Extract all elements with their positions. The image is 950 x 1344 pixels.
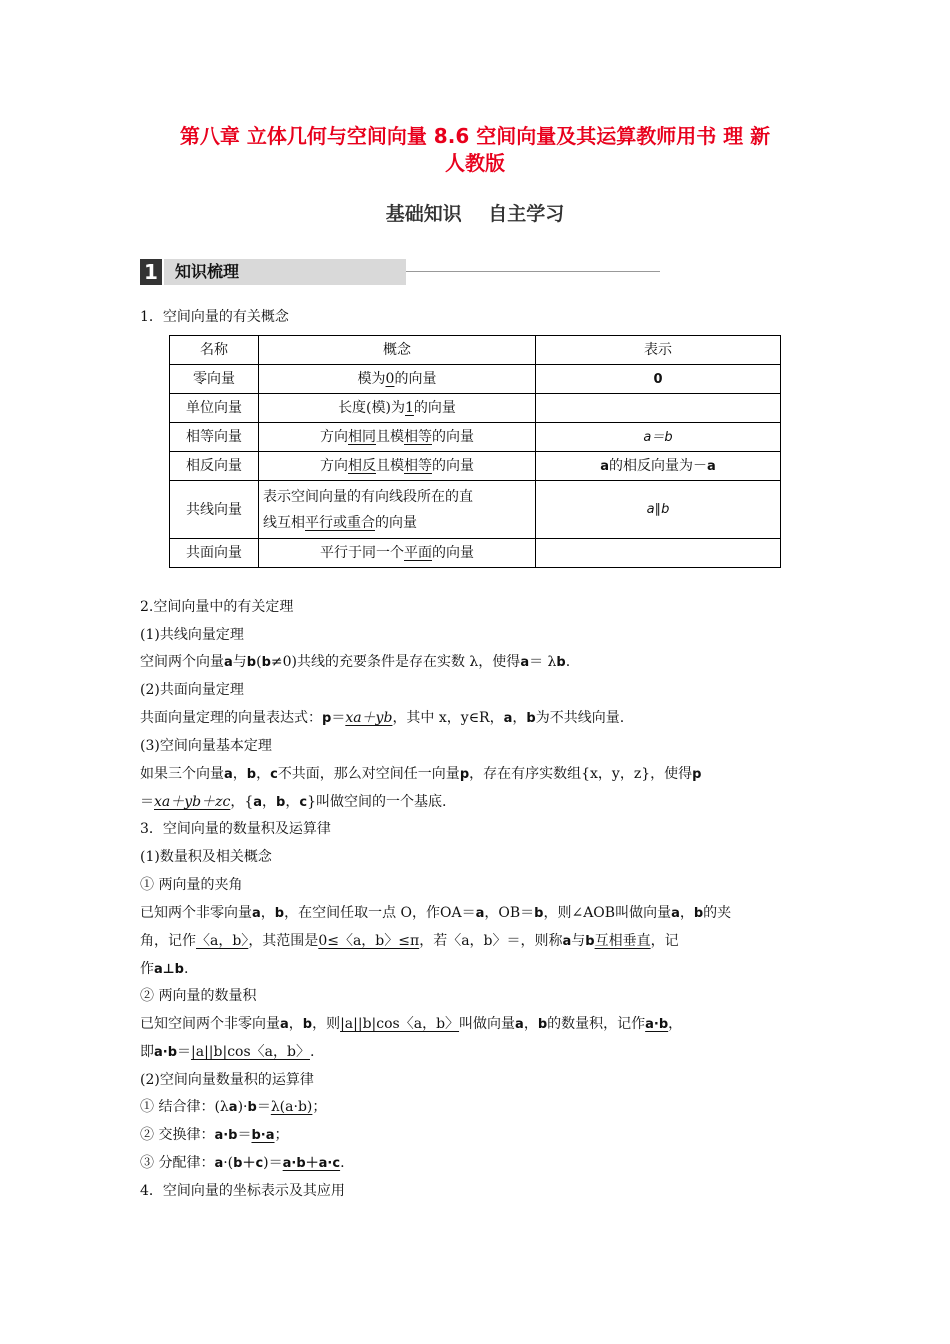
text: 的数量积，记作 bbox=[547, 1016, 646, 1032]
blank-answer: 0 bbox=[385, 371, 395, 387]
text: 且模 bbox=[376, 429, 404, 445]
table-row bbox=[170, 481, 781, 539]
paragraph-line bbox=[140, 903, 731, 924]
text: 空间两个向量 bbox=[140, 654, 224, 670]
vector-symbol: p bbox=[692, 767, 702, 782]
concepts-table bbox=[169, 335, 781, 568]
text: 长度(模)为 bbox=[338, 400, 405, 416]
cell-name: 共面向量 bbox=[170, 539, 259, 568]
vector-symbol: a bbox=[600, 458, 609, 474]
vector-symbol: b bbox=[276, 795, 286, 810]
document-title bbox=[120, 123, 830, 177]
cell-name: 单位向量 bbox=[170, 394, 259, 423]
blank-answer: 平面 bbox=[404, 545, 432, 561]
cell-concept bbox=[259, 394, 536, 423]
text: ≠0)共线的充要条件是存在实数 λ，使得 bbox=[270, 654, 521, 670]
section-title: 知识梳理 bbox=[164, 259, 406, 285]
text: 已知两个非零向量 bbox=[140, 905, 252, 921]
text: 与 bbox=[571, 933, 586, 949]
blank-answer: 相等 bbox=[404, 458, 432, 474]
vector-symbol: b bbox=[247, 1100, 257, 1115]
vector-symbol: a bbox=[520, 655, 530, 670]
text: . bbox=[183, 961, 189, 977]
title-line-1: 第八章 立体几何与空间向量 8.6 空间向量及其运算教师用书 理 新 bbox=[179, 124, 771, 148]
cell-concept bbox=[259, 539, 536, 568]
text: 作 bbox=[140, 961, 154, 977]
blank-answer: a·b＋a·c bbox=[282, 1156, 341, 1171]
vector-symbol: b bbox=[693, 906, 704, 921]
vector-symbol: a bbox=[224, 767, 233, 782]
text: ， bbox=[256, 766, 271, 782]
blank-answer: xa＋yb bbox=[345, 710, 393, 726]
law-associative bbox=[140, 1097, 326, 1118]
text: )· bbox=[237, 1099, 248, 1115]
vector-symbol: a bbox=[515, 1017, 524, 1032]
cell-concept bbox=[259, 423, 536, 452]
cell-concept bbox=[259, 452, 536, 481]
vector-expression: a·b bbox=[214, 1128, 238, 1143]
subheading: ① 两向量的夹角 bbox=[140, 877, 243, 893]
vector-symbol: a bbox=[252, 906, 261, 921]
text: ，则 bbox=[312, 1016, 341, 1032]
text: 方向 bbox=[320, 458, 348, 474]
cell-name: 相等向量 bbox=[170, 423, 259, 452]
text: ， bbox=[668, 1016, 683, 1032]
blank-answer: |a||b|cos〈a，b〉 bbox=[340, 1016, 460, 1032]
law-distributive bbox=[140, 1153, 345, 1174]
blank-answer: 1 bbox=[405, 400, 414, 416]
text: 平行于同一个 bbox=[320, 545, 404, 561]
text: 的相反向量为－ bbox=[609, 457, 707, 474]
vector-symbol: a bbox=[671, 906, 680, 921]
cell-concept bbox=[259, 481, 536, 539]
text: ③ 分配律： bbox=[140, 1155, 215, 1171]
vector-symbol: p bbox=[459, 767, 470, 782]
text: ，在空间任取一点 O，作OA＝ bbox=[284, 905, 476, 921]
subheading: (2)共面向量定理 bbox=[140, 682, 244, 698]
vector-symbol: c bbox=[270, 767, 278, 782]
header-name: 名称 bbox=[170, 336, 259, 365]
text: ， bbox=[523, 1016, 538, 1032]
title-line-2: 人教版 bbox=[445, 151, 505, 175]
text: ， bbox=[285, 794, 300, 810]
vector-symbol: a bbox=[280, 1017, 289, 1032]
section-subtitle: 基础知识 自主学习 bbox=[385, 203, 565, 225]
blank-answer: b·a bbox=[251, 1128, 275, 1143]
blank-answer: 0≤〈a，b〉≤π bbox=[318, 933, 420, 949]
paragraph-line bbox=[140, 931, 679, 952]
text: ，则∠AOB叫做向量 bbox=[543, 905, 672, 921]
vector-expression: a·b bbox=[154, 1045, 178, 1060]
text: 方向 bbox=[320, 429, 348, 445]
vector-symbol: b bbox=[261, 655, 271, 670]
vector-symbol: b bbox=[556, 655, 566, 670]
text: ， bbox=[679, 905, 694, 921]
text: ，记 bbox=[650, 933, 679, 949]
text: 如果三个向量 bbox=[140, 766, 224, 782]
subheading: (2)空间向量数量积的运算律 bbox=[140, 1072, 314, 1088]
text: 叫做向量 bbox=[459, 1016, 516, 1032]
cell-name: 零向量 bbox=[170, 365, 259, 394]
paragraph-line bbox=[140, 764, 701, 785]
text: 为不共线向量. bbox=[535, 710, 625, 726]
subheading: (1)数量积及相关概念 bbox=[140, 849, 272, 865]
section-number-badge: 1 bbox=[140, 259, 162, 285]
paragraph-line bbox=[140, 708, 624, 729]
blank-answer: 平行或重合 bbox=[305, 514, 375, 531]
heading-4: 4．空间向量的坐标表示及其应用 bbox=[140, 1183, 345, 1199]
table-row bbox=[170, 539, 781, 568]
text: ，{ bbox=[230, 794, 254, 810]
text: 已知空间两个非零向量 bbox=[140, 1016, 280, 1032]
paragraph-line bbox=[140, 792, 446, 813]
text: 与 bbox=[232, 654, 247, 670]
vector-symbol: a bbox=[475, 906, 485, 921]
text: ，OB＝ bbox=[484, 905, 535, 921]
text: 即 bbox=[140, 1044, 154, 1060]
paragraph-line bbox=[140, 1014, 682, 1035]
text: 的向量 bbox=[432, 545, 474, 561]
text: 的向量 bbox=[394, 371, 437, 387]
heading-1: 1．空间向量的有关概念 bbox=[140, 309, 289, 325]
text: ＝ bbox=[140, 794, 154, 810]
text: . bbox=[340, 1155, 345, 1171]
text: 的向量 bbox=[432, 458, 474, 474]
heading-2: 2.空间向量中的有关定理 bbox=[140, 599, 294, 615]
cell-concept bbox=[259, 365, 536, 394]
text: 模为 bbox=[357, 371, 386, 387]
text: ； bbox=[312, 1099, 327, 1115]
text: 的夹 bbox=[703, 905, 732, 921]
text: ， bbox=[512, 710, 527, 726]
text: ·( bbox=[223, 1155, 234, 1171]
cell-notation bbox=[536, 365, 781, 394]
vector-symbol: b bbox=[246, 655, 257, 670]
blank-answer: 相反 bbox=[348, 458, 376, 474]
law-commutative bbox=[140, 1125, 289, 1146]
subheading: (1)共线向量定理 bbox=[140, 627, 244, 643]
cell-notation bbox=[536, 452, 781, 481]
text: ＝ bbox=[177, 1044, 192, 1060]
vector-symbol: p bbox=[322, 711, 332, 726]
vector-symbol: a bbox=[253, 795, 263, 810]
vector-expression: b＋c bbox=[233, 1156, 264, 1171]
text: ，存在有序实数组{x，y，z}，使得 bbox=[469, 766, 693, 782]
vector-symbol: b bbox=[302, 1017, 313, 1032]
text: ， bbox=[288, 1016, 303, 1032]
cell-notation bbox=[536, 539, 781, 568]
paragraph-line bbox=[140, 1042, 314, 1063]
text: ，其中 x，y∈R， bbox=[392, 710, 504, 726]
text: }叫做空间的一个基底. bbox=[307, 794, 447, 810]
blank-answer: 相等 bbox=[404, 429, 432, 445]
text: ( bbox=[256, 654, 262, 670]
table-row bbox=[170, 423, 781, 452]
text: ① 结合律：(λ bbox=[140, 1099, 229, 1115]
vector-symbol: b bbox=[274, 906, 285, 921]
text: ，其范围是 bbox=[248, 933, 319, 949]
cell-notation bbox=[536, 423, 781, 452]
cell-notation bbox=[536, 481, 781, 539]
blank-answer: λ(a·b) bbox=[270, 1099, 313, 1115]
vector-expression: a⊥b bbox=[154, 962, 184, 977]
vector-symbol: 0 bbox=[653, 371, 663, 387]
text: ； bbox=[274, 1127, 289, 1143]
cell-notation bbox=[536, 394, 781, 423]
text: 线互相 bbox=[263, 514, 305, 531]
text: ， bbox=[232, 766, 247, 782]
text: . bbox=[565, 654, 571, 670]
vector-symbol: b bbox=[246, 767, 257, 782]
text: 共面向量定理的向量表达式： bbox=[140, 710, 322, 726]
cell-name: 相反向量 bbox=[170, 452, 259, 481]
vector-symbol: a bbox=[503, 711, 513, 726]
paragraph-line bbox=[140, 959, 188, 980]
blank-answer: 〈a，b〉 bbox=[196, 933, 249, 949]
heading-3: 3．空间向量的数量积及运算律 bbox=[140, 821, 331, 837]
text: ， bbox=[262, 794, 277, 810]
vector-symbol: b bbox=[534, 906, 544, 921]
text: ＝ bbox=[331, 710, 346, 726]
blank-answer: a·b bbox=[645, 1017, 669, 1032]
section-header bbox=[140, 259, 520, 285]
blank-answer: 相同 bbox=[348, 429, 376, 445]
paragraph-line bbox=[140, 652, 570, 673]
blank-answer: |a||b|cos〈a，b〉 bbox=[191, 1044, 310, 1060]
section-divider bbox=[406, 271, 660, 272]
cell-name: 共线向量 bbox=[170, 481, 259, 539]
text: ＝ bbox=[256, 1099, 271, 1115]
text: 的向量 bbox=[432, 429, 474, 445]
vector-symbol: a bbox=[228, 1100, 238, 1115]
vector-expression: a＝b bbox=[643, 429, 673, 445]
table-row bbox=[170, 394, 781, 423]
text-line bbox=[263, 510, 531, 536]
blank-answer: 互相垂直 bbox=[594, 933, 651, 949]
text: ，若〈a，b〉＝，则称 bbox=[419, 933, 563, 949]
vector-symbol: a bbox=[707, 458, 716, 474]
vector-symbol: a bbox=[224, 655, 233, 670]
vector-symbol: b bbox=[585, 934, 595, 949]
text: 且模 bbox=[376, 458, 404, 474]
vector-symbol: a bbox=[562, 934, 572, 949]
text: ② 交换律： bbox=[140, 1127, 215, 1143]
vector-symbol: a bbox=[214, 1156, 224, 1171]
blank-answer: xa＋yb＋zc bbox=[154, 794, 231, 810]
text: )＝ bbox=[263, 1155, 283, 1171]
text: ＝ λ bbox=[529, 654, 557, 670]
text: 不共面，那么对空间任一向量 bbox=[277, 766, 460, 782]
table-header-row bbox=[170, 336, 781, 365]
table-row bbox=[170, 452, 781, 481]
header-concept: 概念 bbox=[259, 336, 536, 365]
table-row bbox=[170, 365, 781, 394]
vector-symbol: c bbox=[299, 795, 308, 810]
text: 表示空间向量的有向线段所在的直 bbox=[263, 488, 473, 505]
vector-symbol: b bbox=[537, 1017, 548, 1032]
subheading: ② 两向量的数量积 bbox=[140, 988, 257, 1004]
text: . bbox=[309, 1044, 315, 1060]
header-notation: 表示 bbox=[536, 336, 781, 365]
text: ＝ bbox=[237, 1127, 252, 1143]
vector-expression: a∥b bbox=[646, 502, 670, 517]
text: 角，记作 bbox=[140, 933, 196, 949]
vector-symbol: b bbox=[526, 711, 536, 726]
text: 的向量 bbox=[375, 514, 417, 531]
text: 的向量 bbox=[413, 400, 456, 416]
subheading: (3)空间向量基本定理 bbox=[140, 738, 272, 754]
text: ， bbox=[260, 905, 275, 921]
